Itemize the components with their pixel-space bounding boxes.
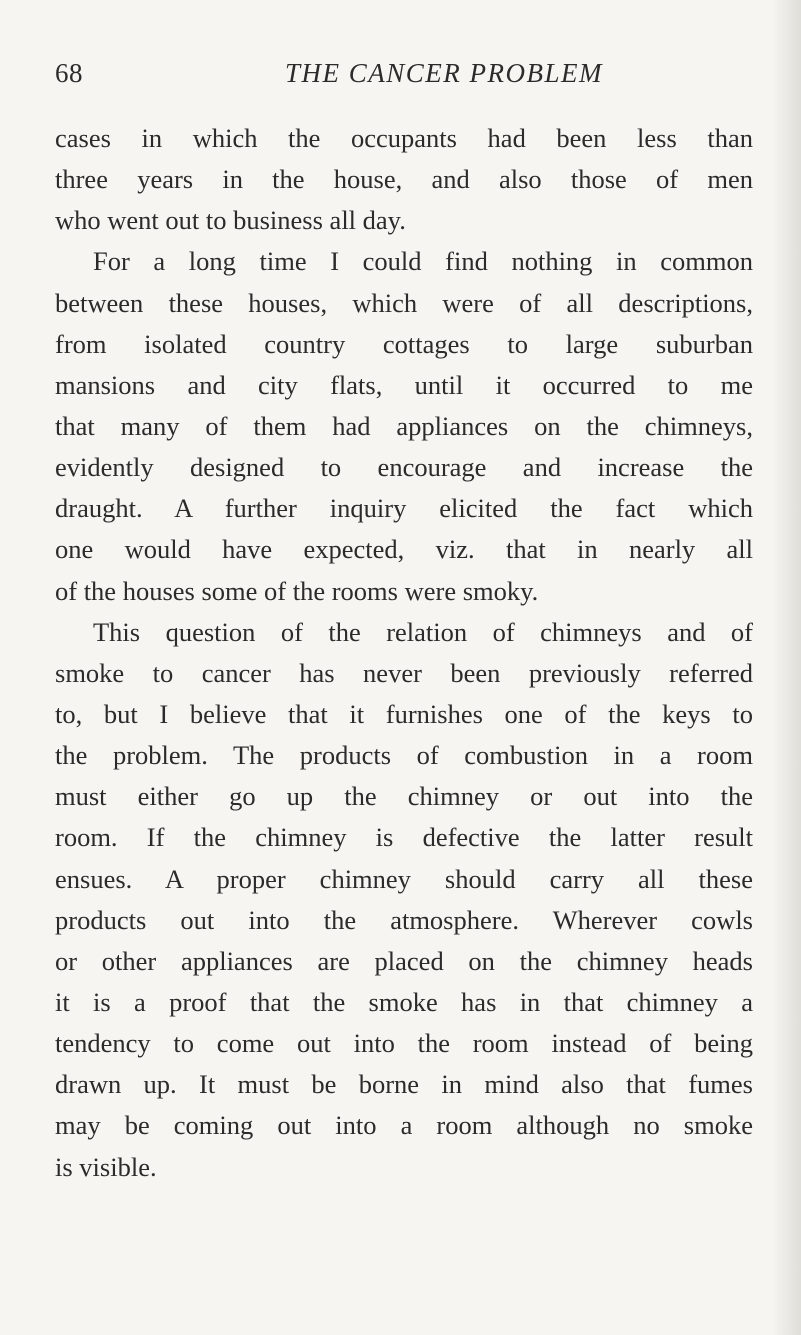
- text-line: of the houses some of the rooms were smoky.: [55, 575, 539, 606]
- text-line: draught. A further inquiry elicited the fact which: [55, 493, 753, 524]
- text-line: between these houses, which were of all descriptions,: [55, 287, 753, 318]
- text-line: must either go up the chimney or out into the: [55, 781, 753, 812]
- text-line: cases in which the occupants had been less than: [55, 123, 753, 153]
- running-title: THE CANCER PROBLEM: [285, 58, 603, 88]
- text-line: it is a proof that the smoke has in that chimney a: [55, 986, 753, 1017]
- text-line: smoke to cancer has never been previously referred: [55, 657, 753, 688]
- text-line: the problem. The products of combustion in a room: [55, 740, 753, 771]
- text-line: drawn up. It must be borne in mind also that fumes: [55, 1069, 753, 1100]
- page-number: 68: [55, 58, 83, 88]
- text-line: tendency to come out into the room instead of being: [55, 1028, 753, 1059]
- page-header: [55, 58, 745, 98]
- text-line: one would have expected, viz. that in nearly all: [55, 534, 753, 565]
- text-line: may be coming out into a room although no smoke: [55, 1110, 753, 1141]
- page-edge-shadow: [771, 0, 801, 1335]
- text-line: evidently designed to encourage and increase the: [55, 452, 753, 483]
- text-line: mansions and city flats, until it occurred to me: [55, 369, 753, 400]
- text-line: who went out to business all day.: [55, 205, 406, 236]
- text-line: or other appliances are placed on the chimney heads: [55, 945, 753, 976]
- text-line: For a long time I could find nothing in common: [93, 246, 753, 277]
- text-line: products out into the atmosphere. Wherever cowls: [55, 904, 753, 935]
- body-text: [55, 118, 753, 1188]
- text-line: that many of them had appliances on the chimneys,: [55, 410, 753, 441]
- text-line: This question of the relation of chimneys and of: [93, 616, 753, 647]
- text-line: room. If the chimney is defective the latter result: [55, 822, 753, 853]
- text-line: to, but I believe that it furnishes one of the keys to: [55, 698, 753, 729]
- text-line: ensues. A proper chimney should carry all these: [55, 863, 753, 894]
- text-line: from isolated country cottages to large suburban: [55, 328, 753, 359]
- text-line: three years in the house, and also those of men: [55, 164, 753, 195]
- text-line: is visible.: [55, 1151, 157, 1182]
